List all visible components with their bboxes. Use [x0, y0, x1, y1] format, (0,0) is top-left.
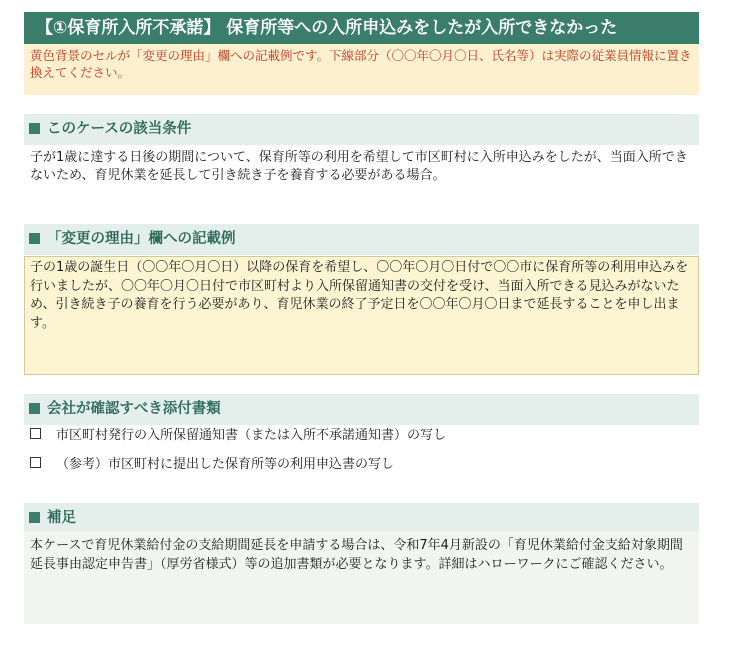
document-item-label: 市区町村発行の入所保留通知書（または入所不承諾通知書）の写し [56, 428, 447, 443]
section-heading-condition-label: このケースの該当条件 [47, 121, 192, 137]
section-heading-condition [24, 114, 699, 145]
document-item [30, 427, 695, 445]
square-bullet-icon [29, 233, 40, 244]
section-heading-documents-label: 会社が確認すべき添付書類 [47, 401, 221, 417]
instruction-note: 黄色背景のセルが「変更の理由」欄への記載例です。下線部分（〇〇年〇月〇日、氏名等）は実際の従業員情報に置き換えてください。 [24, 44, 699, 95]
section-heading-reason [24, 224, 699, 255]
supplement-box [24, 531, 699, 624]
document-item-label: （参考）市区町村に提出した保育所等の利用申込書の写し [56, 457, 395, 472]
section-heading-reason-label: 「変更の理由」欄への記載例 [47, 231, 236, 247]
checkbox-icon[interactable] [30, 457, 41, 468]
square-bullet-icon [29, 512, 40, 523]
reason-example-text: 子の1歳の誕生日（〇〇年〇月〇日）以降の保育を希望し、〇〇年〇月〇日付で〇〇市に保育所等の利用申込みを行いましたが、〇〇年〇月〇日付で市区町村より入所保留通知書の交付を受け、当面入所できる見込みがないため、引き続き子の養育を行う必要があり、育児休業の終了予定日を〇〇年〇月〇日まで延長することを申し出ます。 [30, 260, 689, 331]
supplement-text: 本ケースで育児休業給付金の支給期間延長を申請する場合は、令和7年4月新設の「育児休業給付金支給対象期間延長事由認定申告書」（厚労省様式）等の追加書類が必要となります。詳細はハローワークにご確認ください。 [30, 538, 683, 572]
square-bullet-icon [29, 403, 40, 414]
condition-text: 子が1歳に達する日後の期間について、保育所等の利用を希望して市区町村に入所申込みをしたが、当面入所できないため、育児休業を延長して引き続き子を養育する必要がある場合。 [30, 150, 688, 183]
section-heading-supplement [24, 503, 699, 534]
checkbox-icon[interactable] [30, 428, 41, 439]
reason-example-box [24, 256, 699, 375]
square-bullet-icon [29, 123, 40, 134]
document-item [30, 456, 695, 474]
page-title: 【①保育所入所不承諾】 保育所等への入所申込みをしたが入所できなかった [24, 12, 699, 44]
section-heading-documents [24, 394, 699, 425]
section-heading-supplement-label: 補足 [47, 510, 76, 526]
